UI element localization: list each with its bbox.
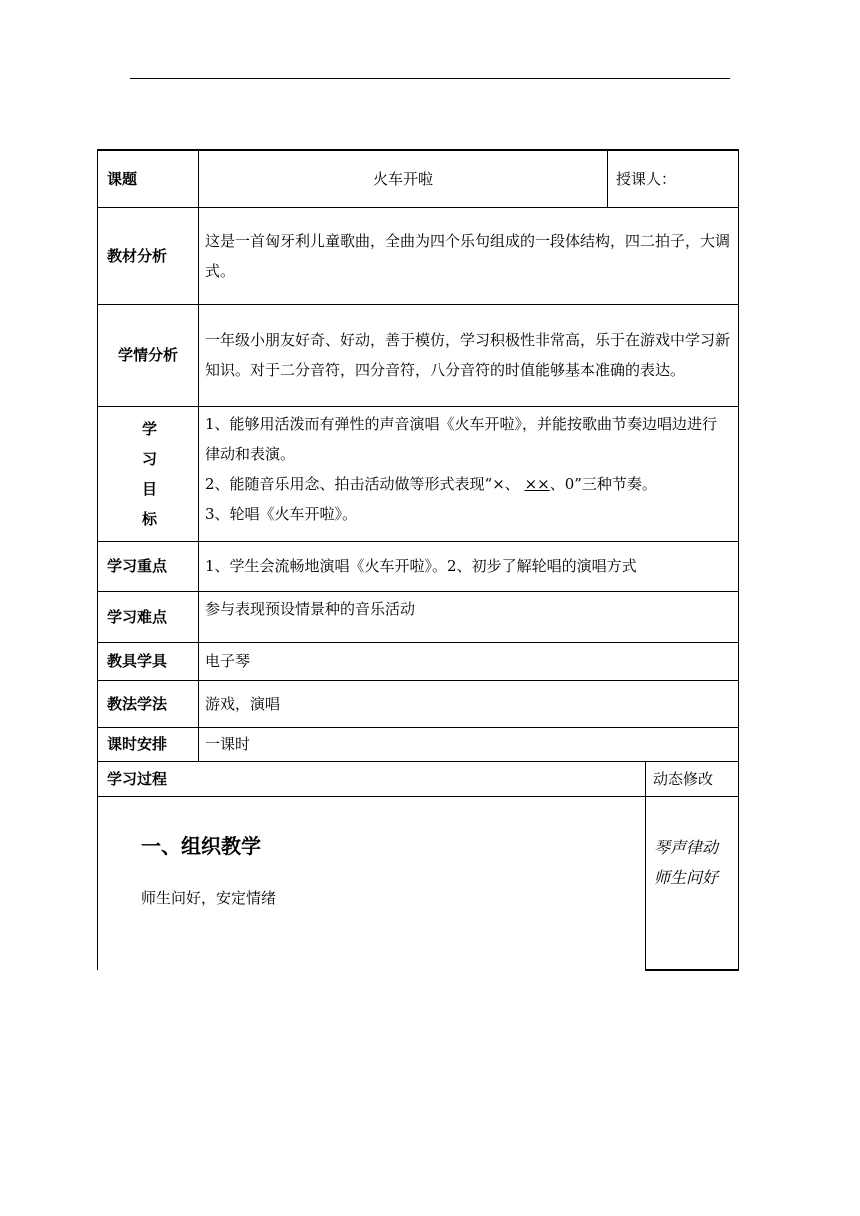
- goals-label-char: 学: [141, 419, 157, 438]
- difficulty-label: 学习难点: [98, 591, 199, 642]
- header-rule: [130, 78, 730, 79]
- topic-row: [98, 150, 739, 207]
- section-heading: 一、组织教学: [141, 833, 261, 858]
- goals-label: [98, 406, 199, 541]
- key-text: 1、学生会流畅地演唱《火车开啦》。2、初步了解轮唱的演唱方式: [199, 541, 739, 591]
- material-row: [98, 207, 739, 304]
- learner-text: 一年级小朋友好奇、好动，善于模仿，学习积极性非常高，乐于在游戏中学习新知识。对于二分音符，四分音符，八分音符的时值能够基本准确的表达。: [199, 304, 739, 406]
- process-header-row: [98, 761, 739, 796]
- method-label: 教法学法: [98, 680, 199, 727]
- method-text: 游戏，演唱: [199, 680, 739, 727]
- time-row: [98, 727, 739, 761]
- difficulty-row: [98, 591, 739, 642]
- process-body: [98, 796, 646, 970]
- process-label: 学习过程: [98, 761, 646, 796]
- tools-label: 教具学具: [98, 642, 199, 680]
- material-text: 这是一首匈牙利儿童歌曲，全曲为四个乐句组成的一段体结构，四二拍子，大调式。: [199, 207, 739, 304]
- lesson-plan-table: [97, 149, 739, 971]
- material-label: 教材分析: [98, 207, 199, 304]
- teacher-label: 授课人：: [608, 150, 739, 207]
- learner-row: [98, 304, 739, 406]
- key-label: 学习重点: [98, 541, 199, 591]
- difficulty-text: 参与表现预设情景种的音乐活动: [199, 591, 739, 642]
- time-label: 课时安排: [98, 727, 199, 761]
- rhythm-underlined: ××: [524, 474, 550, 493]
- goal-3: 3、轮唱《火车开啦》。: [205, 504, 358, 523]
- goals-label-char: 标: [141, 509, 157, 528]
- goals-text: [199, 406, 739, 541]
- goal-2-suffix: 、0”三种节奏。: [549, 474, 657, 493]
- goals-row: [98, 406, 739, 541]
- section-text: 师生问好，安定情绪: [141, 888, 277, 907]
- goals-label-char: 目: [141, 479, 157, 498]
- learner-label: 学情分析: [98, 304, 199, 406]
- topic-label: 课题: [98, 150, 199, 207]
- process-body-row: [98, 796, 739, 970]
- goal-2: [205, 469, 732, 499]
- time-text: 一课时: [199, 727, 739, 761]
- key-row: [98, 541, 739, 591]
- tools-text: 电子琴: [199, 642, 739, 680]
- modify-label: 动态修改: [646, 761, 739, 796]
- goal-2-prefix: 2、能随音乐用念、拍击活动做等形式表现“×、: [205, 474, 525, 493]
- side-note: 师生问好: [654, 867, 719, 887]
- tools-row: [98, 642, 739, 680]
- goals-label-char: 习: [141, 449, 157, 468]
- lesson-title: 火车开啦: [199, 150, 608, 207]
- method-row: [98, 680, 739, 727]
- goal-1: 1、能够用活泼而有弹性的声音演唱《火车开啦》，并能按歌曲节奏边唱边进行律动和表演。: [205, 414, 718, 463]
- side-note: 琴声律动: [654, 837, 719, 857]
- modify-notes: [646, 796, 739, 970]
